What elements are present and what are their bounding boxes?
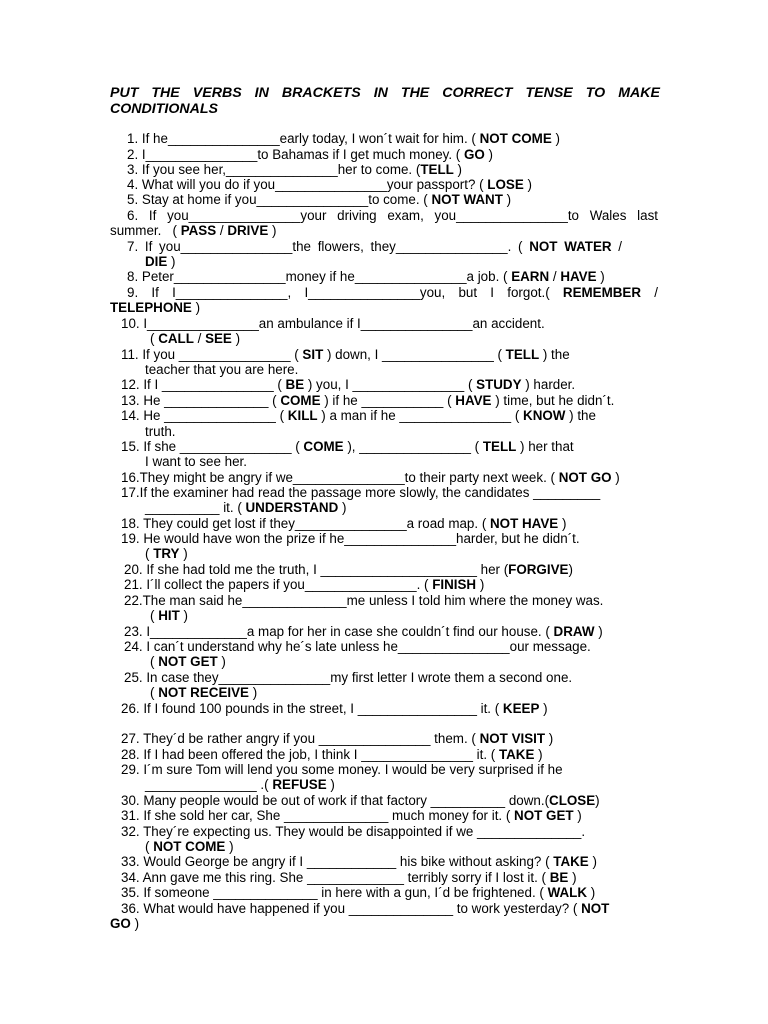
exercise-line [121,731,553,746]
sentence-text: 22.The man said he______________me unless I told him where the money was. [124,593,604,608]
sentence-text: ( [150,685,159,700]
exercise-line [145,546,188,561]
exercise-line [121,347,570,362]
exercise-line [127,239,622,254]
verb-hint: NOT COME [153,839,226,854]
sentence-text: 13. He ______________ ( [121,393,281,408]
sentence-text: ) [594,624,603,639]
verb-hint: REMEMBER [562,285,642,300]
verb-hint: SEE [205,331,232,346]
sentence-text: 28. If I had been offered the job, I think I _______________ it. ( [121,747,499,762]
sentence-text: 33. Would George be angry if I ____________ his bike without asking? ( [121,854,554,869]
sentence-text: ( [150,608,159,623]
verb-hint: DRIVE [227,223,269,238]
verb-hint: NOT COME [479,131,552,146]
exercise-line [145,454,247,469]
sentence-text: / [611,239,623,254]
sentence-text: 7. If you_______________the flowers, they_______________. ( [127,239,530,254]
exercise-line [127,208,658,223]
exercise-line [127,285,658,300]
exercise-line [121,485,600,500]
verb-hint: NOT WANT [431,192,503,207]
sentence-text: ) [587,885,596,900]
exercise-line [145,424,176,439]
sentence-text: 5. Stay at home if you_______________to come. ( [127,192,432,207]
sentence-text: 19. He would have won the prize if he_______________harder, but he didn´t. [121,531,580,546]
sentence-text: 32. They´re expecting us. They would be disappointed if we ______________. [121,824,586,839]
sentence-text: ) [539,701,548,716]
sentence-text: 16.They might be angry if we_______________to their party next week. ( [121,470,559,485]
verb-hint: CLOSE [549,793,596,808]
exercise-line [145,839,234,854]
verb-hint: COME [303,439,344,454]
verb-hint: CALL [158,331,194,346]
sentence-text: ) [611,470,620,485]
exercise-line [110,300,200,315]
sentence-text: 14. He _______________ ( [121,408,288,423]
exercise-line [121,824,585,839]
exercise-line [121,377,575,392]
exercise-line [121,854,597,869]
sentence-text: ) [568,562,573,577]
sentence-text: ) [568,870,577,885]
sentence-text: 20. If she had told me the truth, I _____________________ her ( [124,562,509,577]
sentence-text: ) [130,916,140,931]
exercise-line [124,562,573,577]
sentence-text: / [641,285,658,300]
sentence-text: 1. If he_______________early today, I won´t wait for him. ( [127,131,480,146]
verb-hint: EARN [511,269,550,284]
verb-hint: HIT [158,608,180,623]
sentence-text: ) [534,747,543,762]
sentence-text: ) [453,162,462,177]
sentence-text: ) [551,131,560,146]
sentence-text: ) harder. [521,377,576,392]
exercise-line [127,147,493,162]
verb-hint: GO [463,147,485,162]
exercise-line [150,654,226,669]
verb-hint: UNDERSTAND [245,500,339,515]
sentence-text: 29. I´m sure Tom will lend you some money. I would be very surprised if he [121,762,563,777]
sentence-text: 23. I_____________a map for her in case she couldn´t find our house. ( [124,624,554,639]
exercise-line [124,639,591,654]
verb-hint: TELL [482,439,517,454]
sentence-text: ), _______________ ( [343,439,483,454]
exercise-line [124,670,572,685]
verb-hint: NOT GET [514,808,574,823]
exercise-line [121,901,609,916]
exercise-line [150,608,188,623]
sentence-text: ) [225,839,234,854]
sentence-text: ) [326,777,335,792]
verb-hint: NOT HAVE [490,516,559,531]
sentence-text: ( [145,839,154,854]
exercise-line [124,593,603,608]
sentence-text: ) [596,269,605,284]
sentence-text: _______________ .( [145,777,273,792]
verb-hint: STUDY [476,377,522,392]
exercise-line [121,885,595,900]
exercise-line [121,808,582,823]
exercise-line [127,177,532,192]
verb-hint: GO [110,916,131,931]
verb-hint: NOT [581,901,610,916]
sentence-text: / [216,223,228,238]
verb-hint: TAKE [553,854,589,869]
sentence-text: 31. If she sold her car, She ______________ much money for it. ( [121,808,515,823]
sentence-text: ) [231,331,241,346]
verb-hint: TAKE [498,747,535,762]
worksheet-title: PUT THE VERBS IN BRACKETS IN THE CORRECT TENSE TO MAKE CONDITIONALS [110,85,660,117]
sentence-text: ) the [539,347,570,362]
sentence-text: 2. I_______________to Bahamas if I get much money. ( [127,147,464,162]
sentence-text: 25. In case they_______________my first letter I wrote them a second one. [124,670,573,685]
exercise-line [121,393,614,408]
sentence-text: ) [484,147,493,162]
verb-hint: BE [285,377,305,392]
exercise-line [127,162,462,177]
sentence-text: ) [523,177,532,192]
exercise-line [121,439,574,454]
sentence-text: ) [558,516,567,531]
sentence-text: 8. Peter_______________money if he_______________a job. ( [127,269,512,284]
exercise-line [145,777,335,792]
exercise-line [110,916,139,931]
sentence-text: 17.If the examiner had read the passage more slowly, the candidates _________ [121,485,601,500]
sentence-text: ) [248,685,258,700]
exercise-line [121,408,596,423]
verb-hint: TELL [505,347,540,362]
verb-hint: SIT [302,347,324,362]
sentence-text: ) her that [516,439,574,454]
verb-hint: DIE [145,254,168,269]
sentence-text: ) if he ___________ ( [320,393,456,408]
verb-hint: FINISH [432,577,477,592]
sentence-text: 26. If I found 100 pounds in the street, I ________________ it. ( [121,701,503,716]
sentence-text: / [549,269,561,284]
verb-hint: FORGIVE [508,562,569,577]
exercise-line [121,701,548,716]
sentence-text: ) [268,223,277,238]
verb-hint: HAVE [560,269,597,284]
sentence-text: ) [191,300,201,315]
verb-hint: NOT GO [558,470,612,485]
verb-hint: HAVE [455,393,492,408]
sentence-text: ) the [565,408,596,423]
sentence-text: 35. If someone ______________ in here with a gun, I´d be frightened. ( [121,885,548,900]
sentence-text: 34. Ann gave me this ring. She _____________ terribly sorry if I lost it. ( [121,870,550,885]
sentence-text: 3. If you see her,_______________her to come. ( [127,162,421,177]
verb-hint: WALK [547,885,587,900]
exercise-line [150,685,257,700]
sentence-text: 6. If you_______________your driving exam, you_______________to Wales last [127,208,658,223]
sentence-text: I want to see her. [145,454,247,469]
exercise-line [121,762,563,777]
sentence-text: ) you, I _______________ ( [304,377,477,392]
sentence-text: ) [545,731,554,746]
sentence-text: ) [217,654,226,669]
sentence-text: ) [476,577,485,592]
sentence-text: ) [588,854,597,869]
sentence-text: 27. They´d be rather angry if you _______________ them. ( [121,731,480,746]
verb-hint: REFUSE [272,777,327,792]
sentence-text: ) [179,546,188,561]
verb-hint: KNOW [523,408,566,423]
exercise-line [145,362,298,377]
sentence-text: ( [150,654,159,669]
exercise-line [145,500,346,515]
sentence-text: / [193,331,206,346]
exercise-line [121,870,577,885]
exercise-line [124,577,484,592]
sentence-text: 9. If I_______________, I_______________you, but I forgot.( [127,285,563,300]
sentence-text: 10. I_______________an ambulance if I_______________an accident. [121,316,545,331]
sentence-text: 4. What will you do if you_______________your passport? ( [127,177,488,192]
sentence-text: 12. If I _______________ ( [121,377,286,392]
verb-hint: KEEP [502,701,540,716]
sentence-text: 30. Many people would be out of work if that factory __________ down.( [121,793,550,808]
verb-hint: NOT GET [158,654,218,669]
sentence-text: ) [338,500,347,515]
exercise-line [121,793,600,808]
sentence-text: teacher that you are here. [145,362,299,377]
verb-hint: PASS [180,223,217,238]
sentence-text: ) time, but he didn´t. [491,393,615,408]
sentence-text: ) [595,793,600,808]
sentence-text: summer. ( [110,223,181,238]
sentence-text: __________ it. ( [145,500,246,515]
exercise-line [121,516,566,531]
verb-hint: NOT WATER [529,239,612,254]
sentence-text: 21. I´ll collect the papers if you_______________. ( [124,577,433,592]
verb-hint: TELL [420,162,454,177]
verb-hint: LOSE [487,177,524,192]
verb-hint: BE [549,870,569,885]
sentence-text: ( [150,331,159,346]
verb-hint: TRY [153,546,180,561]
sentence-text: truth. [145,424,176,439]
verb-hint: DRAW [553,624,595,639]
verb-hint: NOT VISIT [479,731,546,746]
exercise-line [150,331,240,346]
sentence-text: 11. If you _______________ ( [121,347,303,362]
exercise-line [127,269,605,284]
verb-hint: KILL [287,408,318,423]
exercise-line [121,531,580,546]
exercise-line [110,223,276,238]
verb-hint: NOT RECEIVE [158,685,249,700]
sentence-text: ) [179,608,188,623]
exercise-line [124,624,603,639]
verb-hint: COME [280,393,321,408]
sentence-text: ) a man if he _______________ ( [317,408,524,423]
sentence-text: ) [502,192,512,207]
sentence-text: ) [167,254,176,269]
exercise-line [121,747,543,762]
exercise-line [121,470,620,485]
exercise-line [145,254,176,269]
sentence-text: 36. What would have happened if you ______________ to work yesterday? ( [121,901,582,916]
exercise-line [127,192,511,207]
sentence-text: 24. I can´t understand why he´s late unless he_______________our message. [124,639,591,654]
verb-hint: TELEPHONE [110,300,192,315]
exercise-line [127,131,560,146]
sentence-text: 15. If she _______________ ( [121,439,304,454]
sentence-text: 18. They could get lost if they_______________a road map. ( [121,516,491,531]
exercise-line [121,316,545,331]
sentence-text: ) [573,808,582,823]
sentence-text: ( [145,546,154,561]
sentence-text: ) down, I _______________ ( [323,347,506,362]
